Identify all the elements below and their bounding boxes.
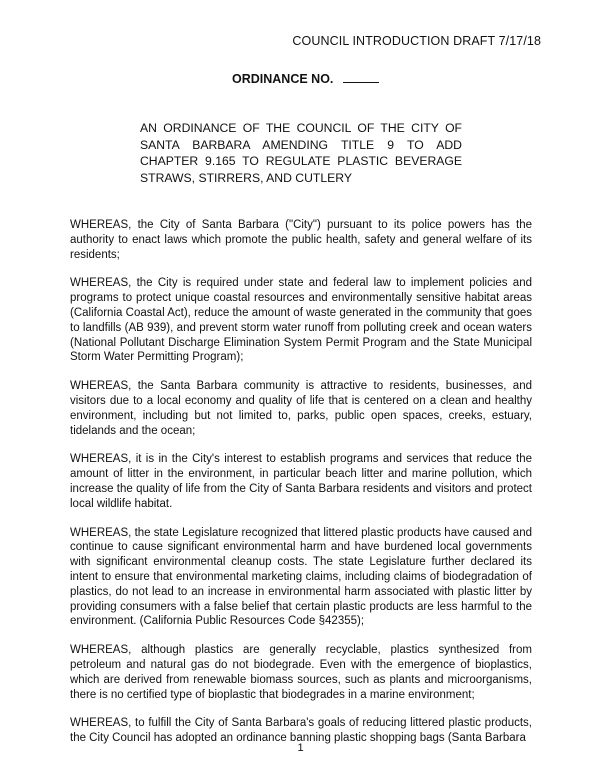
whereas-paragraph: WHEREAS, although plastics are generally recyclable, plastics synthesized from petroleum and natural gas do not biodegrade. Even with the emergence of bioplastics, which are derived from renewable biomass sources, such as plants and microorganisms, there is no certified type of bioplastic that biodegrades in a marine environment; [70, 644, 532, 701]
whereas-paragraph: WHEREAS, the Santa Barbara community is attractive to residents, businesses, and visitors due to a local economy and quality of life that is centered on a clean and healthy environment, including but not limited to, parks, public open spaces, creeks, estuary, tidelands and the ocean; [70, 380, 532, 437]
document-body [70, 218, 532, 760]
ordinance-label: ORDINANCE NO. [232, 72, 334, 86]
page-number: 1 [297, 742, 304, 754]
whereas-paragraph: WHEREAS, to fulfill the City of Santa Barbara's goals of reducing littered plastic products, the City Council has adopted an ordinance banning plastic shopping bags (Santa Barbara [70, 717, 532, 745]
ordinance-number-blank [343, 70, 379, 83]
whereas-paragraph: WHEREAS, the City of Santa Barbara ("City") pursuant to its police powers has the authority to enact laws which promote the public health, safety and general welfare of its residents; [70, 219, 532, 261]
whereas-paragraph: WHEREAS, the state Legislature recognized that littered plastic products have caused and continue to cause significant environmental harm and have burdened local governments with significant environmental cleanup costs. The state Legislature further declared its intent to ensure that environmental marketing claims, including claims of biodegradation of plastics, do not lead to an increase in environmental harm associated with plastic litter by providing consumers with a false belief that certain plastic products are less harmful to the environment. (California Public Resources Code §42355); [70, 526, 532, 628]
draft-header: COUNCIL INTRODUCTION DRAFT 7/17/18 [292, 34, 541, 48]
ordinance-number-line [232, 70, 379, 86]
whereas-paragraph: WHEREAS, the City is required under state and federal law to implement policies and programs to protect unique coastal resources and environmentally sensitive habitat areas (California Coastal Act), reduce the amount of waste generated in the community that goes to landfills (AB 939), and prevent storm water runoff from polluting creek and ocean waters (National Pollutant Discharge Elimination System Permit Program and the State Municipal Storm Water Permitting Program); [70, 277, 532, 364]
whereas-paragraph: WHEREAS, it is in the City's interest to establish programs and services that reduce the amount of litter in the environment, in particular beach litter and marine pollution, which increase the quality of life from the City of Santa Barbara residents and visitors and protect local wildlife habitat. [70, 453, 532, 510]
ordinance-title: AN ORDINANCE OF THE COUNCIL OF THE CITY OF SANTA BARBARA AMENDING TITLE 9 TO ADD CHAPTER 9.165 TO REGULATE PLASTIC BEVERAGE STRAWS, STIRRERS, AND CUTLERY [140, 121, 462, 185]
